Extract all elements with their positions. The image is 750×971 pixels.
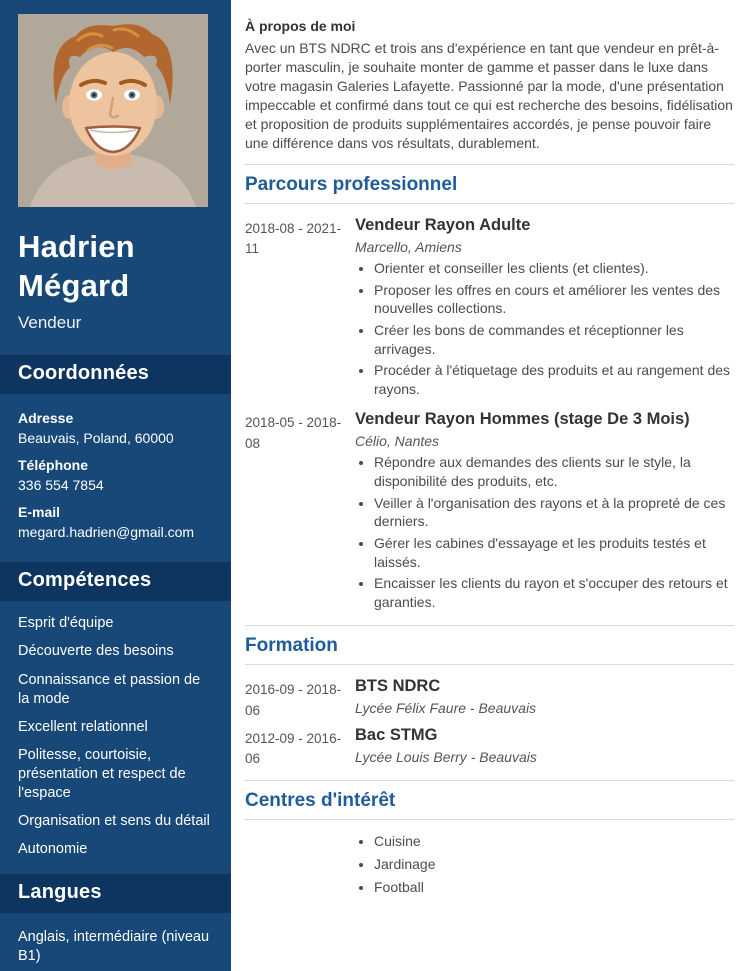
profile-photo-illustration bbox=[18, 14, 208, 207]
languages-section-header: Langues bbox=[0, 874, 231, 913]
education-entry bbox=[245, 726, 734, 770]
about-title: À propos de moi bbox=[245, 18, 356, 34]
interests-list bbox=[355, 832, 734, 897]
contact-label: Adresse bbox=[18, 409, 74, 426]
entry-body bbox=[355, 677, 734, 721]
skill-item: Esprit d'équipe bbox=[18, 615, 114, 632]
profile-photo bbox=[18, 14, 208, 207]
entry-bullets bbox=[355, 259, 734, 398]
entry-title: BTS NDRC bbox=[355, 677, 441, 696]
entry-bullet: • Créer les bons de commandes et réceptionner les arrivages. bbox=[374, 321, 734, 358]
entry-company: Célio, Nantes bbox=[355, 433, 440, 450]
entry-body bbox=[355, 216, 734, 401]
main-content bbox=[231, 0, 750, 971]
person-job-title: Vendeur bbox=[18, 312, 82, 332]
education-entries bbox=[245, 677, 734, 769]
about-text: Avec un BTS NDRC et trois ans d'expérience en tant que vendeur en prêt-à-porter masculin, je souhaite monter de gamme et passer dans le luxe dans votre magasin Galeries Lafayette. Passionné par la mode, d'une présentation impeccable et confirmé dans tout ce qui est recherche des besoins, fidélisation et proposition de produits supplémentaires accordés, je pense pouvoir faire une différence dans vos résultats, durablement. bbox=[245, 40, 733, 152]
skill-item: Découverte des besoins bbox=[18, 643, 174, 660]
about-section bbox=[245, 18, 734, 153]
skills-section-header: Compétences bbox=[0, 562, 231, 601]
experience-entries bbox=[245, 216, 734, 614]
entry-bullet: • Proposer les offres en cours et améliorer les ventes des nouvelles collections. bbox=[374, 281, 734, 318]
contact-item bbox=[18, 504, 215, 541]
contact-item bbox=[18, 410, 215, 447]
languages-list bbox=[0, 913, 231, 971]
contact-item bbox=[18, 457, 215, 494]
entry-bullet: • Procéder à l'étiquetage des produits et au rangement des rayons. bbox=[374, 361, 734, 398]
experience-entry bbox=[245, 410, 734, 614]
entry-bullets bbox=[355, 453, 734, 611]
contact-label: Téléphone bbox=[18, 456, 89, 473]
education-entry bbox=[245, 677, 734, 721]
contact-label: E-mail bbox=[18, 504, 61, 521]
entry-bullet: • Encaisser les clients du rayon et s'occuper des retours et garanties. bbox=[374, 574, 734, 611]
entry-company: Marcello, Amiens bbox=[355, 239, 462, 256]
interests-section bbox=[245, 780, 734, 897]
heading-rule bbox=[245, 203, 734, 204]
interest-item: • Football bbox=[374, 878, 734, 897]
skill-item: Organisation et sens du détail bbox=[18, 813, 210, 830]
contact-value: megard.hadrien@gmail.com bbox=[18, 524, 195, 541]
experience-entry bbox=[245, 216, 734, 401]
experience-section bbox=[245, 164, 734, 614]
sidebar bbox=[0, 0, 231, 971]
entry-bullet: • Orienter et conseiller les clients (et clientes). bbox=[374, 259, 734, 278]
education-heading: Formation bbox=[245, 635, 338, 657]
language-item bbox=[18, 928, 215, 971]
contact-list bbox=[0, 394, 231, 542]
language-label: Anglais, intermédiaire (niveau B1) bbox=[18, 928, 210, 965]
entry-bullet: • Répondre aux demandes des clients sur le style, la disponibilité des produits, etc. bbox=[374, 453, 734, 490]
interest-item: • Cuisine bbox=[374, 832, 734, 851]
skill-item: Autonomie bbox=[18, 841, 88, 858]
skill-item: Politesse, courtoisie, présentation et respect de l'espace bbox=[18, 746, 186, 802]
skill-item: Excellent relationnel bbox=[18, 718, 148, 735]
entry-title: Vendeur Rayon Adulte bbox=[355, 216, 531, 235]
heading-rule bbox=[245, 819, 734, 820]
entry-bullet: • Veiller à l'organisation des rayons et à la propreté de ces derniers. bbox=[374, 494, 734, 531]
entry-body bbox=[355, 410, 734, 614]
person-name: Hadrien Mégard bbox=[18, 229, 135, 304]
heading-rule bbox=[245, 664, 734, 665]
interest-item: • Jardinage bbox=[374, 855, 734, 874]
experience-heading: Parcours professionnel bbox=[245, 174, 458, 196]
entry-title: Bac STMG bbox=[355, 725, 438, 744]
entry-dates: 2018-08 - 2021-11 bbox=[245, 221, 342, 257]
contact-section-header: Coordonnées bbox=[0, 355, 231, 394]
entry-dates: 2012-09 - 2016-06 bbox=[245, 730, 342, 767]
entry-school: Lycée Félix Faure - Beauvais bbox=[355, 700, 537, 717]
interests-heading: Centres d'intérêt bbox=[245, 790, 396, 812]
entry-dates: 2018-05 - 2018-08 bbox=[245, 415, 342, 451]
entry-dates: 2016-09 - 2018-06 bbox=[245, 682, 342, 718]
entry-bullet: • Gérer les cabines d'essayage et les produits testés et laissés. bbox=[374, 534, 734, 571]
contact-value: Beauvais, Poland, 60000 bbox=[18, 429, 174, 446]
entry-school: Lycée Louis Berry - Beauvais bbox=[355, 748, 537, 765]
entry-body bbox=[355, 726, 734, 770]
skill-item: Connaissance et passion de la mode bbox=[18, 671, 201, 707]
contact-value: 336 554 7854 bbox=[18, 476, 104, 493]
entry-title: Vendeur Rayon Hommes (stage De 3 Mois) bbox=[355, 410, 690, 429]
education-section bbox=[245, 625, 734, 769]
skills-list bbox=[0, 601, 231, 859]
